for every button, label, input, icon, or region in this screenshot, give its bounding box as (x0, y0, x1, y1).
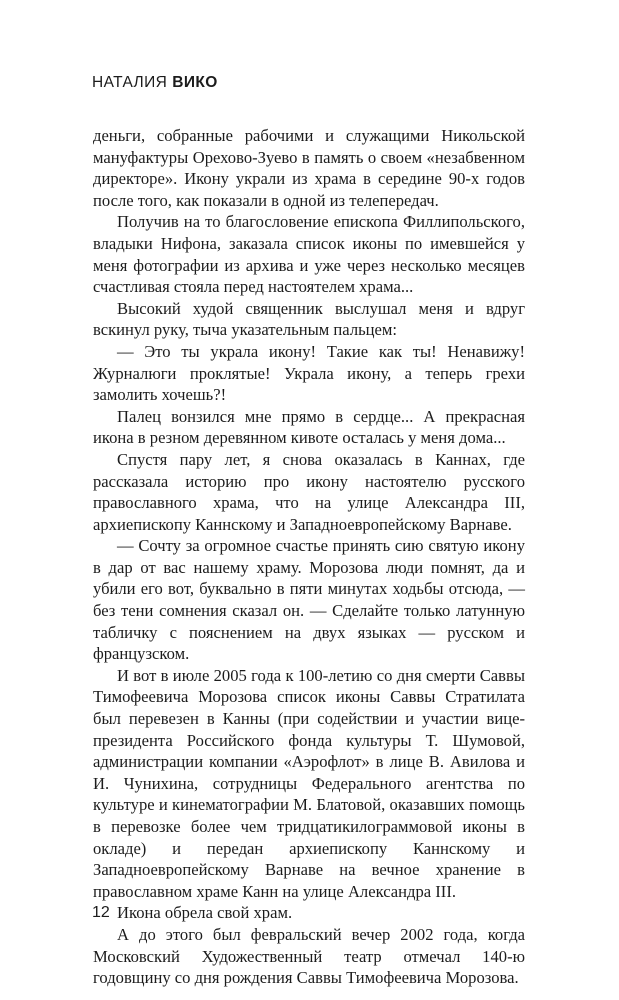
paragraph-5: Палец вонзился мне прямо в сердце... А прекрасная икона в резном деревянном кивоте осталась у меня дома... (93, 406, 525, 448)
paragraph-7: — Сочту за огромное счастье принять сию святую икону в дар от вас нашему храму. Морозова люди помнят, да и убили его вот, буквально в пяти минутах ходьбы отсюда, — без тени сомнения сказал он. — Сделайте только латунную табличку с пояснением на двух языках — русском и французском. (93, 536, 525, 664)
paragraph-10: А до этого был февральский вечер 2002 года, когда Московский Художественный театр отмечал 140-ю годовщину со дня рождения Саввы Тимофеевича Морозова. (93, 924, 525, 988)
running-head (92, 74, 218, 92)
paragraph-4: — Это ты украла икону! Такие как ты! Ненавижу! Журналюги проклятые! Украла икону, а теперь грехи замолить хочешь?! (93, 341, 525, 405)
paragraph-9: Икона обрела свой храм. (117, 903, 293, 923)
paragraph-6: Спустя пару лет, я снова оказалась в Каннах, где рассказала историю про икону настоятелю русского православного храма, что на улице Александра III, архиепископу Каннскому и Западноевропейскому Варнаве. (93, 449, 525, 534)
paragraph-8: И вот в июле 2005 года к 100-летию со дня смерти Саввы Тимофеевича Морозова список иконы Саввы Стратилата был перевезен в Канны (при содействии и участии вице-президента Российского фонда культуры Т. Шумовой, администрации компании «Аэрофлот» в лице В. Авилова и И. Чунихина, сотрудницы Федерального агентства по культуре и кинематографии М. Блатовой, оказавших помощь в перевозке более чем тридцатикилограммовой иконы в окладе) и передан архиепископу Каннскому и Западноевропейскому Варнаве на вечное хранение в православном храме Канн на улице Александра III. (93, 665, 525, 901)
author-first-name: НАТАЛИЯ (92, 74, 168, 91)
page-number: 12 (92, 904, 110, 921)
body-text (93, 125, 525, 989)
paragraph-1: деньги, собранные рабочими и служащими Никольской мануфактуры Орехово-Зуево в память о своем «незабвенном директоре». Икону украли из храма в середине 90-х годов после того, как показали в одной из телепередач. (93, 126, 525, 210)
paragraph-3: Высокий худой священник выслушал меня и вдруг вскинул руку, тыча указательным пальцем: (93, 298, 525, 340)
author-last-name: ВИКО (172, 74, 218, 91)
paragraph-2: Получив на то благословение епископа Филлипольского, владыки Нифона, заказала список иконы по имевшейся у меня фотографии из архива и уже через несколько месяцев счастливая стояла перед настоятелем храма... (93, 212, 525, 297)
